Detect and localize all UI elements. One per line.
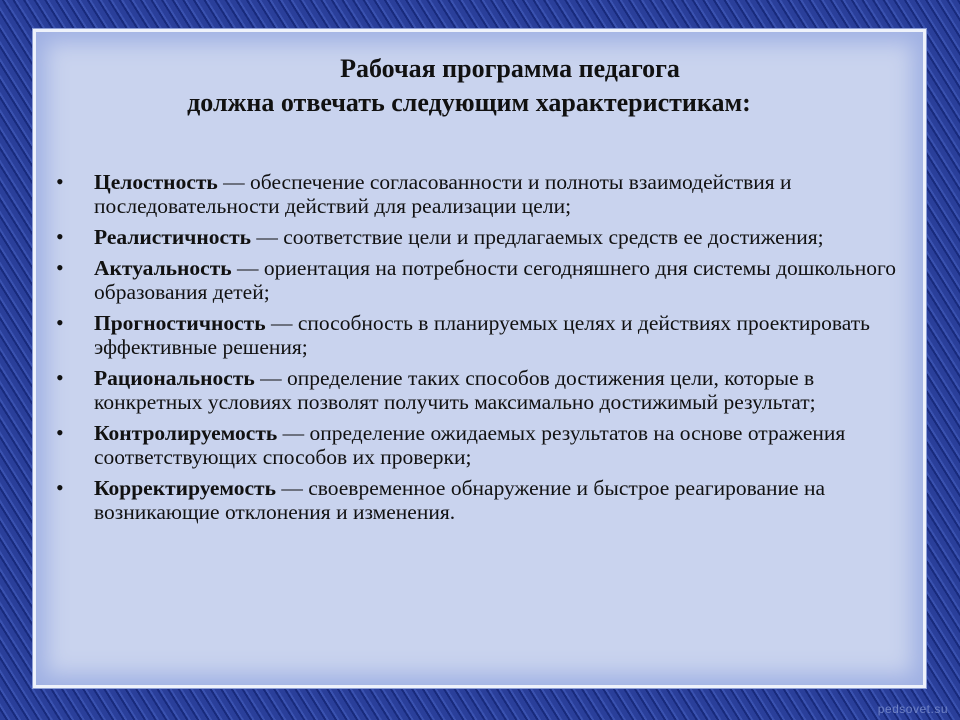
list-item	[56, 311, 916, 359]
list-item	[56, 256, 916, 304]
item-description: способность в планируемых целях и действиях проектировать эффективные решения;	[94, 311, 870, 359]
item-dash: —	[277, 421, 310, 445]
item-term: Прогностичность	[94, 311, 266, 335]
item-dash: —	[231, 256, 264, 280]
item-description: определение таких способов достижения цели, которые в конкретных условиях позволят получить максимально достижимый результат;	[94, 366, 816, 414]
characteristics-list	[56, 170, 916, 531]
item-term: Корректируемость	[94, 476, 276, 500]
watermark: pedsovet.su	[877, 702, 948, 716]
item-description: определение ожидаемых результатов на основе отражения соответствующих способов их проверки;	[94, 421, 846, 469]
bullet-icon: •	[56, 365, 64, 390]
item-dash: —	[265, 311, 298, 335]
item-term: Рациональность	[94, 366, 255, 390]
title-line-1: Рабочая программа педагога	[340, 54, 680, 83]
item-description: своевременное обнаружение и быстрое реагирование на возникающие отклонения и изменения.	[94, 476, 826, 524]
item-description: обеспечение согласованности и полноты взаимодействия и последовательности действий для реализации цели;	[94, 170, 792, 218]
bullet-icon: •	[56, 420, 64, 445]
list-item	[56, 170, 916, 218]
item-dash: —	[251, 225, 284, 249]
slide-title	[0, 52, 960, 120]
bullet-icon: •	[56, 169, 64, 194]
item-term: Реалистичность	[94, 225, 252, 249]
item-description: соответствие цели и предлагаемых средств ее достижения;	[283, 225, 824, 249]
bullet-icon: •	[56, 255, 64, 280]
item-term: Актуальность	[94, 256, 232, 280]
list-item	[56, 476, 916, 524]
item-term: Контролируемость	[94, 421, 278, 445]
item-term: Целостность	[94, 170, 218, 194]
title-line-2: должна отвечать следующим характеристикам:	[187, 88, 751, 117]
item-dash: —	[275, 476, 309, 500]
list-item	[56, 225, 916, 249]
bullet-icon: •	[56, 224, 64, 249]
bullet-icon: •	[56, 310, 64, 335]
item-dash: —	[254, 366, 288, 390]
item-description: ориентация на потребности сегодняшнего дня системы дошкольного образования детей;	[94, 256, 896, 304]
list-item	[56, 421, 916, 469]
bullet-icon: •	[56, 475, 64, 500]
item-dash: —	[217, 170, 251, 194]
list-item	[56, 366, 916, 414]
